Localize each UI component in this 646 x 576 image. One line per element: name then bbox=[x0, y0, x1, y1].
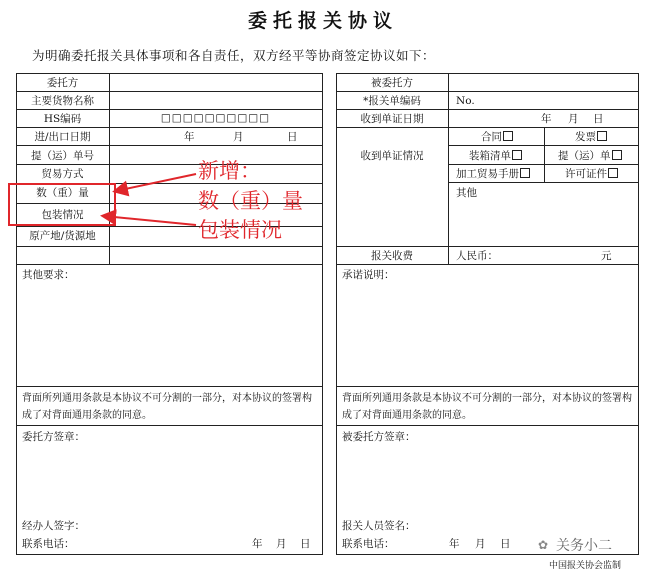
goods-name-label: 主要货物名称 bbox=[31, 95, 94, 107]
io-date-month: 月 bbox=[233, 131, 244, 143]
agent-phone-label: 联系电话： bbox=[342, 538, 395, 550]
packing-list-label: 装箱清单 bbox=[469, 150, 511, 162]
yuan-label: 元 bbox=[601, 250, 612, 262]
watermark-brand: 关务小二 bbox=[556, 538, 612, 554]
bl-doc-label: 提（运）单 bbox=[558, 150, 611, 162]
bl-label: 提（运）单号 bbox=[31, 150, 94, 162]
staff-signature-label: 报关人员签名： bbox=[342, 520, 416, 532]
hs-label: HS编码 bbox=[43, 113, 82, 125]
right-sign-month: 月 bbox=[475, 538, 486, 550]
left-sign-day: 日 bbox=[300, 538, 311, 550]
general-clause-right: 背面所列通用条款是本协议不可分割的一部分，对本协议的签署构成了对背面通用条款的同意。 bbox=[342, 393, 632, 421]
page-title: 委托报关协议 bbox=[247, 10, 398, 32]
right-sign-year: 年 bbox=[449, 538, 460, 550]
right-sign-day: 日 bbox=[500, 538, 511, 550]
other-requirements-label: 其他要求： bbox=[22, 269, 75, 281]
wechat-icon: ✿ bbox=[538, 538, 549, 552]
agent-seal-label: 被委托方签章： bbox=[342, 431, 416, 443]
trade-mode-label: 贸易方式 bbox=[41, 168, 84, 180]
agent-label: 被委托方 bbox=[371, 77, 413, 89]
origin-label: 原产地/货源地 bbox=[29, 230, 96, 242]
annotation-packing: 包装情况 bbox=[198, 218, 282, 242]
recv-date-day: 日 bbox=[593, 113, 604, 125]
io-date-day: 日 bbox=[287, 131, 298, 143]
contract-label: 合同 bbox=[481, 131, 502, 143]
principal-seal-label: 委托方签章： bbox=[22, 431, 85, 443]
invoice-label: 发票 bbox=[575, 131, 596, 143]
principal-phone-label: 联系电话： bbox=[22, 538, 75, 550]
handler-signature-label: 经办人签字： bbox=[22, 520, 85, 532]
arrow-to-quantity bbox=[116, 174, 196, 191]
left-sign-year: 年 bbox=[252, 538, 263, 550]
io-date-label: 进/出口日期 bbox=[34, 131, 91, 143]
arrow-to-packing bbox=[104, 216, 196, 225]
recv-date-label: 收到单证日期 bbox=[360, 113, 424, 125]
intro-text: 为明确委托报关具体事项和各自责任，双方经平等协商签定协议如下： bbox=[32, 48, 436, 63]
principal-label: 委托方 bbox=[46, 77, 79, 89]
recv-date-month: 月 bbox=[568, 113, 579, 125]
maker-note: 中国报关协会监制 bbox=[549, 561, 622, 571]
packing-label: 包装情况 bbox=[41, 209, 84, 221]
left-sign-month: 月 bbox=[276, 538, 287, 550]
fee-label: 报关收费 bbox=[371, 250, 413, 262]
recv-date-year: 年 bbox=[541, 113, 552, 125]
annotation-new: 新增： bbox=[198, 159, 261, 183]
declaration-no-value: No. bbox=[456, 95, 475, 107]
annotation-quantity: 数（重）量 bbox=[198, 189, 303, 213]
promise-label: 承诺说明： bbox=[342, 269, 395, 281]
declaration-no-label: *报关单编码 bbox=[363, 95, 421, 107]
io-date-year: 年 bbox=[184, 131, 195, 143]
general-clause-left: 背面所列通用条款是本协议不可分割的一部分，对本协议的签署构成了对背面通用条款的同意。 bbox=[22, 393, 312, 421]
other-docs-label: 其他 bbox=[456, 187, 477, 199]
manual-label: 加工贸易手册 bbox=[456, 168, 519, 180]
recv-docs-label: 收到单证情况 bbox=[360, 150, 424, 162]
rmb-label: 人民币： bbox=[456, 250, 498, 262]
quantity-label: 数（重）量 bbox=[36, 187, 89, 199]
license-label: 许可证件 bbox=[565, 168, 607, 180]
hs-code-boxes[interactable]: □□□□□□□□□□ bbox=[160, 112, 271, 124]
